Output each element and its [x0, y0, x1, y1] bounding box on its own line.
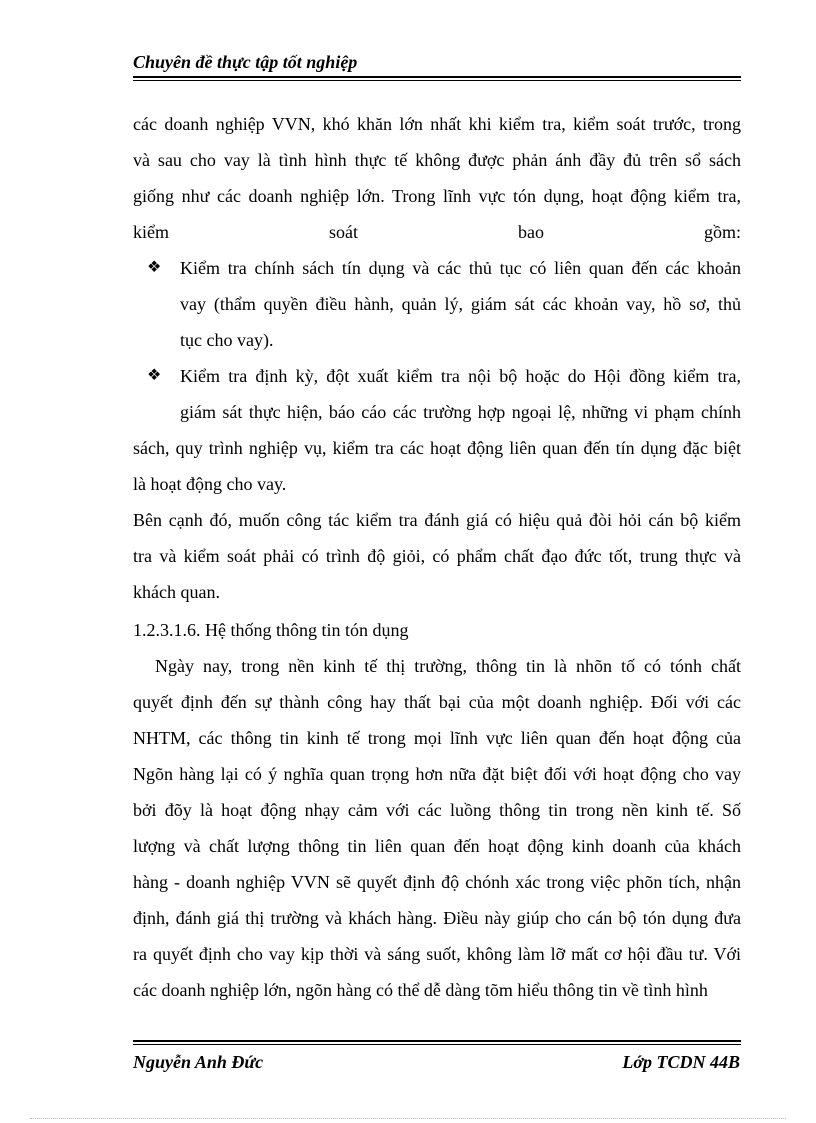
diamond-bullet-icon: ❖ — [147, 367, 162, 384]
text-line: hàng - doanh nghiệp VVN sẽ quyết định độ chónh xác trong việc phõn tích, nhận — [133, 872, 741, 892]
footer-author: Nguyễn Anh Đức — [133, 1052, 264, 1072]
text-line: khách quan. — [133, 582, 220, 602]
text-line: ra quyết định cho vay kịp thời và sáng suốt, không làm lỡ mất cơ hội đầu tư. Với — [133, 944, 741, 964]
header-rule-thin — [133, 80, 741, 81]
diamond-bullet-icon: ❖ — [147, 259, 162, 276]
bullet-item — [133, 360, 741, 396]
text-line: định, đánh giá thị trường và khách hàng. Điều này giúp cho cán bộ tón dụng đưa — [133, 908, 741, 928]
text-line: bởi đõy là hoạt động nhạy cảm với các luồng thông tin trong nền kinh tế. Số — [133, 800, 741, 820]
text-line: giống như các doanh nghiệp lớn. Trong lĩnh vực tón dụng, hoạt động kiểm tra, — [133, 186, 741, 206]
footer-class: Lớp TCDN 44B — [622, 1052, 740, 1072]
bullet-item — [133, 252, 741, 288]
text-line: kiểm soát bao gồm: — [133, 222, 741, 242]
section-heading: 1.2.3.1.6. Hệ thống thông tin tón dụng — [133, 620, 409, 640]
text-line: Ngõn hàng lại có ý nghĩa quan trọng hơn nữa đặt biệt đối với hoạt động cho vay — [133, 764, 741, 784]
header-title: Chuyên đề thực tập tốt nghiệp — [133, 52, 358, 72]
bullet-text: Kiểm tra định kỳ, đột xuất kiểm tra nội bộ hoặc do Hội đồng kiểm tra, — [180, 366, 741, 386]
text-line: các doanh nghiệp VVN, khó khăn lớn nhất khi kiểm tra, kiểm soát trước, trong — [133, 114, 741, 134]
text-line: lượng và chất lượng thông tin liên quan đến hoạt động kinh doanh của khách — [133, 836, 741, 856]
text-line: giám sát thực hiện, báo cáo các trường hợp ngoại lệ, những vi phạm chính — [180, 402, 741, 422]
text-line: sách, quy trình nghiệp vụ, kiểm tra các hoạt động liên quan đến tín dụng đặc biệt — [133, 438, 741, 458]
text-line: và sau cho vay là tình hình thực tế không được phản ánh đầy đủ trên sổ sách — [133, 150, 741, 170]
text-line: là hoạt động cho vay. — [133, 474, 287, 494]
text-line: tục cho vay). — [180, 330, 274, 350]
text-line: vay (thẩm quyền điều hành, quản lý, giám sát các khoản vay, hồ sơ, thủ — [180, 294, 741, 314]
header-rule-thick — [133, 76, 741, 78]
document-body — [133, 108, 741, 1010]
text-line: Ngày nay, trong nền kinh tế thị trường, thông tin là nhõn tố có tónh chất — [155, 656, 741, 676]
footer-rule-thin — [133, 1044, 741, 1045]
text-line: Bên cạnh đó, muốn công tác kiểm tra đánh giá có hiệu quả đòi hỏi cán bộ kiểm — [133, 510, 741, 530]
text-line: tra và kiểm soát phải có trình độ giỏi, có phẩm chất đạo đức tốt, trung thực và — [133, 546, 741, 566]
page-bottom-dotted-line — [30, 1118, 786, 1119]
text-line: NHTM, các thông tin kinh tế trong mọi lĩnh vực liên quan đến hoạt động của — [133, 728, 741, 748]
text-line: quyết định đến sự thành công hay thất bại của một doanh nghiệp. Đối với các — [133, 692, 741, 712]
text-line: các doanh nghiệp lớn, ngõn hàng có thể dễ dàng tõm hiểu thông tin về tình hình — [133, 980, 708, 1000]
footer-rule-thick — [133, 1040, 741, 1042]
bullet-text: Kiểm tra chính sách tín dụng và các thủ tục có liên quan đến các khoản — [180, 258, 741, 278]
